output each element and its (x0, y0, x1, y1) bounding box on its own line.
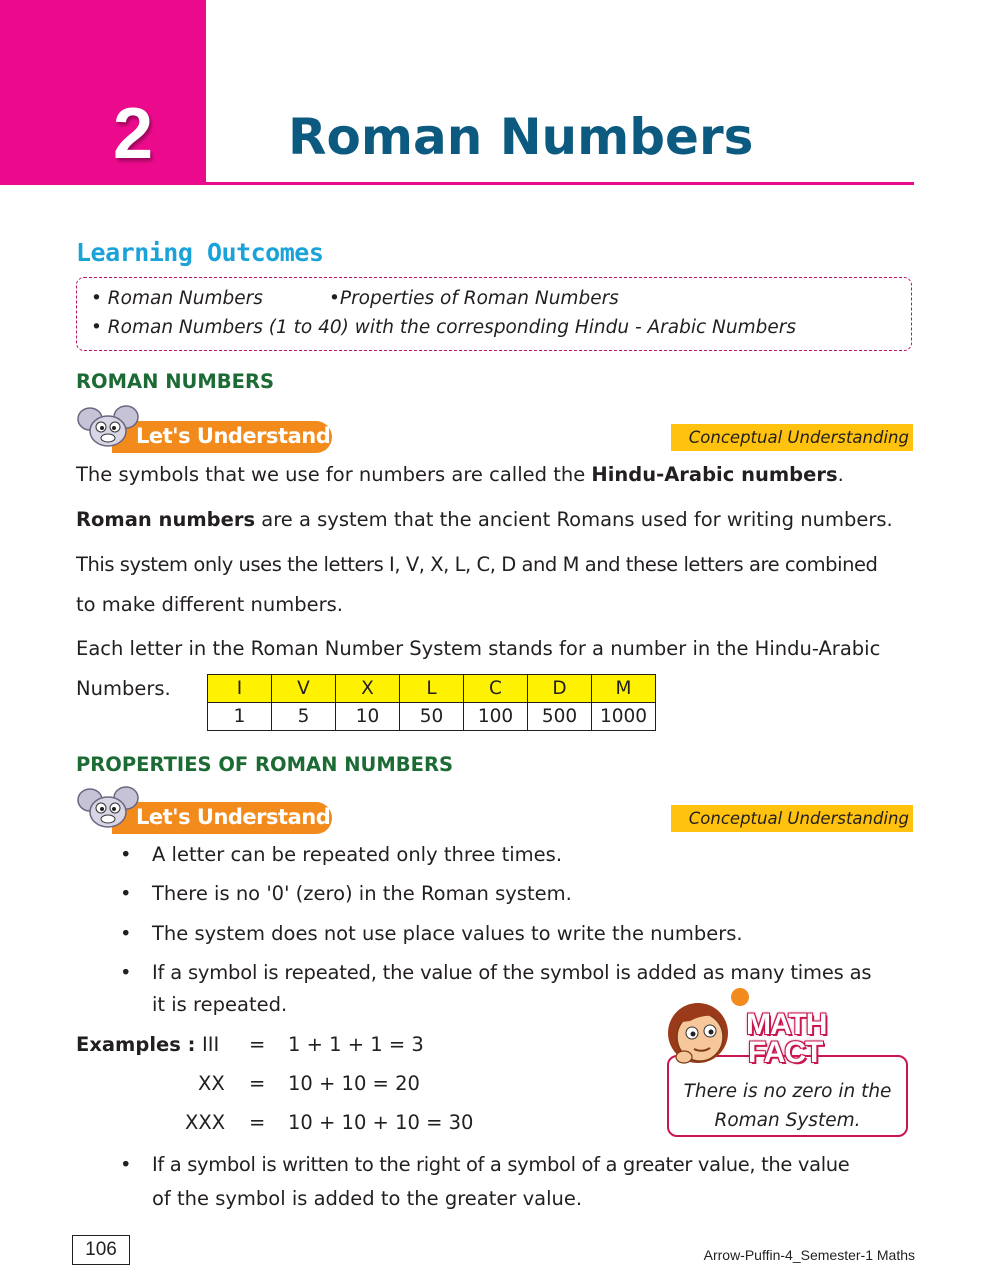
paragraph-hindu-arabic: The symbols that we use for numbers are called the Hindu-Arabic numbers. (76, 463, 844, 486)
mouse-mascot-icon (76, 786, 140, 830)
bullet-icon: • (120, 843, 132, 866)
learning-outcomes-box (76, 277, 912, 351)
math-fact-word-math: MATH (746, 1008, 827, 1041)
table-cell: 5 (272, 703, 336, 731)
example-value: 10 + 10 = 20 (288, 1072, 420, 1095)
example-roman: III (202, 1033, 220, 1056)
page-number: 106 (72, 1235, 130, 1265)
title-underline (206, 182, 914, 185)
paragraph-roman-numbers: Roman numbers are a system that the ancient Romans used for writing numbers. (76, 508, 893, 531)
section-heading-properties: PROPERTIES OF ROMAN NUMBERS (76, 753, 454, 776)
conceptual-understanding-tag: Conceptual Understanding (671, 424, 913, 451)
math-fact-line1: There is no zero in the (683, 1081, 892, 1102)
footer-book-title: Arrow-Puffin-4_Semester-1 Maths (703, 1247, 915, 1263)
table-row-symbols (208, 675, 656, 703)
example-roman: XXX (185, 1111, 226, 1134)
thinking-girl-icon (660, 987, 760, 1073)
lets-understand-label: Let's Understand (136, 424, 331, 448)
roman-numerals-table (207, 674, 656, 731)
paragraph-letters-line1: This system only uses the letters I, V, X, L, C, D and M and these letters are combined (76, 553, 878, 576)
paragraph-each-letter-line1: Each letter in the Roman Number System stands for a number in the Hindu-Arabic (76, 637, 881, 660)
chapter-number: 2 (112, 94, 154, 174)
example-value: 1 + 1 + 1 = 3 (288, 1033, 424, 1056)
math-fact-word-fact: FACT (748, 1036, 823, 1069)
example-equals: = (249, 1072, 266, 1095)
bullet-icon: • (120, 961, 132, 984)
chapter-title: Roman Numbers (288, 108, 754, 166)
table-cell: 1 (208, 703, 272, 731)
table-cell: I (208, 675, 272, 703)
paragraph-letters-line2: to make different numbers. (76, 593, 343, 616)
conceptual-understanding-tag: Conceptual Understanding (671, 805, 913, 832)
table-cell: 10 (336, 703, 400, 731)
paragraph-each-letter-line2: Numbers. (76, 677, 171, 700)
lets-understand-label: Let's Understand (136, 805, 331, 829)
section-heading-roman-numbers: ROMAN NUMBERS (76, 370, 274, 393)
table-cell: V (272, 675, 336, 703)
lets-understand-banner (112, 802, 332, 834)
table-cell: M (592, 675, 656, 703)
mouse-mascot-icon (76, 405, 140, 449)
table-cell: 500 (528, 703, 592, 731)
example-equals: = (249, 1111, 266, 1134)
learning-outcomes-heading: Learning Outcomes (76, 238, 324, 267)
table-cell: L (400, 675, 464, 703)
table-cell: 50 (400, 703, 464, 731)
math-fact-line2: Roman System. (714, 1110, 861, 1131)
example-equals: = (249, 1033, 266, 1056)
bullet-icon: • (120, 882, 132, 905)
table-row-values (208, 703, 656, 731)
bullet-icon: • (120, 1153, 132, 1176)
outcome-item: • Roman Numbers (1 to 40) with the corresponding Hindu - Arabic Numbers (91, 317, 797, 338)
table-cell: X (336, 675, 400, 703)
table-cell: 1000 (592, 703, 656, 731)
examples-label: Examples : (76, 1033, 196, 1056)
bullet-icon: • (120, 922, 132, 945)
outcome-item: • Roman Numbers (91, 288, 263, 309)
table-cell: D (528, 675, 592, 703)
outcome-item: •Properties of Roman Numbers (329, 288, 619, 309)
table-cell: 100 (464, 703, 528, 731)
table-cell: C (464, 675, 528, 703)
lets-understand-banner (112, 421, 332, 453)
example-value: 10 + 10 + 10 = 30 (288, 1111, 474, 1134)
example-roman: XX (198, 1072, 225, 1095)
